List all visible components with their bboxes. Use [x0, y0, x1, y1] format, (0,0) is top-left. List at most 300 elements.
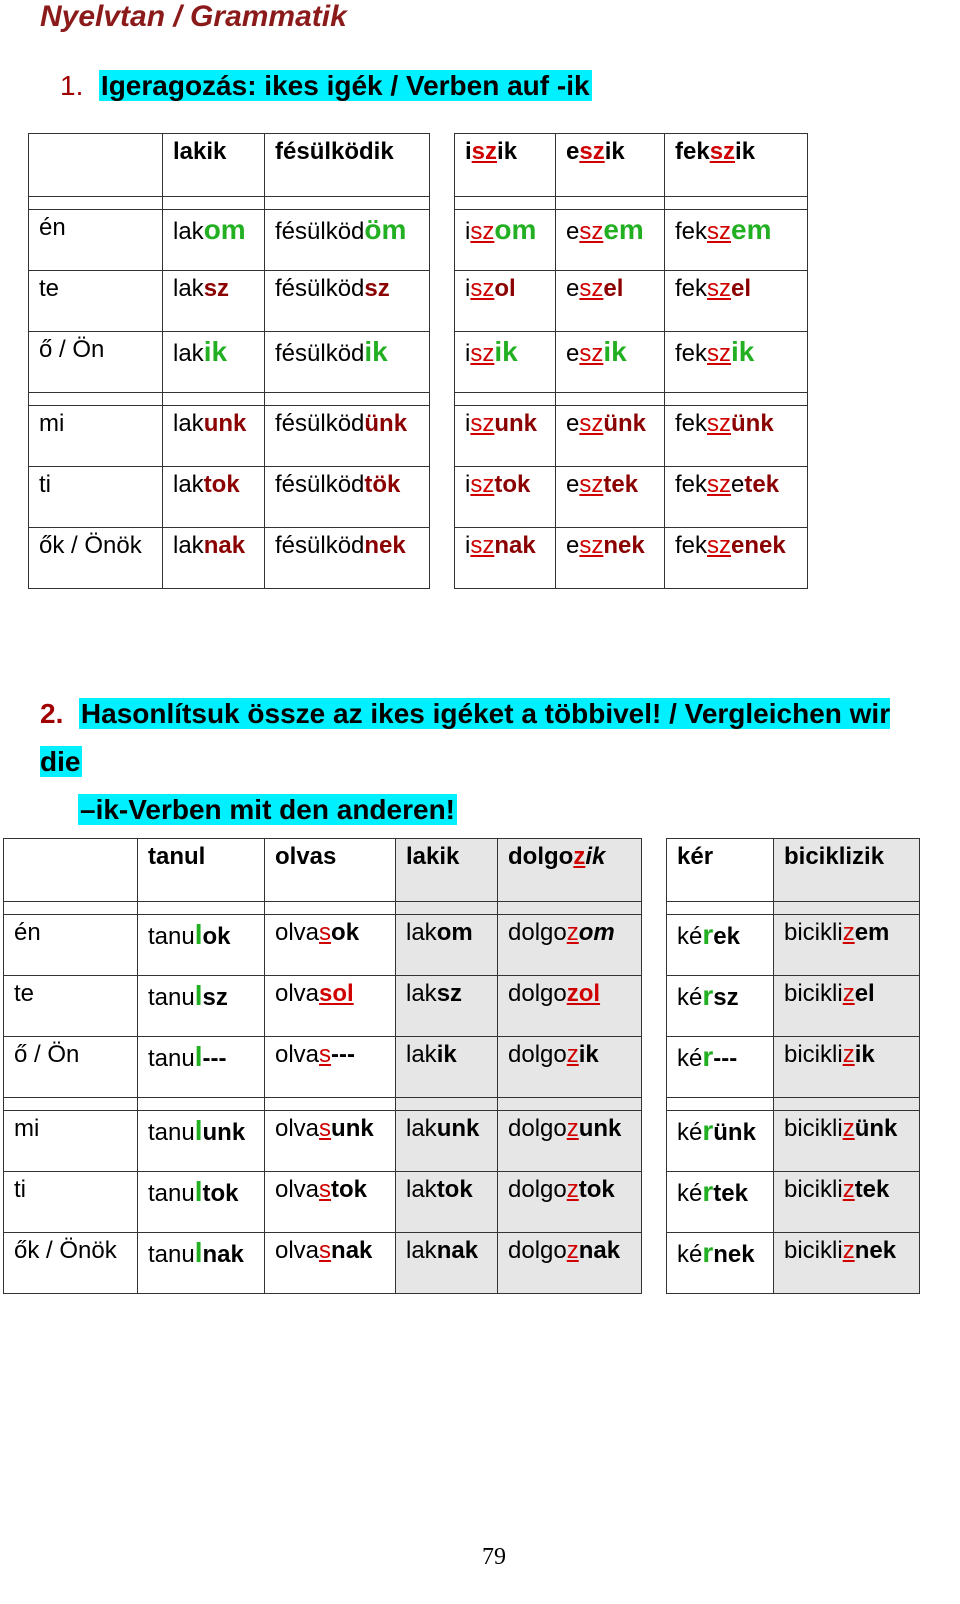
verb-form-seg: öm [364, 214, 407, 245]
verb-form-cell [265, 528, 430, 589]
verb-form-cell [265, 1111, 396, 1172]
verb-form-cell [396, 1111, 498, 1172]
verb-form-seg: nek [603, 532, 645, 559]
verb-form-seg: i [465, 471, 471, 498]
verb-form-seg: l [194, 1041, 203, 1072]
verb-form-cell [665, 467, 808, 528]
verb-form-seg: tek [744, 471, 780, 498]
verb-form-seg: r [702, 1115, 714, 1146]
verb-form-seg: r [702, 980, 714, 1011]
comparison-table-header-cell [396, 839, 498, 902]
verb-form-seg: sz [579, 275, 604, 302]
verb-form-seg: om [203, 214, 246, 245]
header-seg: ik [585, 843, 606, 870]
verb-form-seg: e [566, 532, 580, 559]
verb-form-seg: unk [331, 1115, 374, 1142]
ik-table-row [29, 528, 808, 589]
pronoun-cell: ők / Önök [4, 1233, 138, 1294]
section-2-number: 2. [40, 698, 64, 729]
verb-form-seg: z [842, 1176, 855, 1203]
pronoun-cell: mi [29, 406, 163, 467]
header-seg: dolgo [508, 843, 574, 870]
verb-form-cell [556, 332, 665, 393]
verb-form-seg: sol [319, 980, 354, 1007]
verb-form-cell [667, 1233, 774, 1294]
verb-form-seg: lak [173, 410, 204, 437]
verb-form-seg: z [842, 1041, 855, 1068]
header-seg: ik [735, 138, 756, 165]
verb-form-seg: nak [331, 1237, 373, 1264]
verb-form-seg: tek [713, 1180, 748, 1207]
column-gap [430, 134, 455, 197]
verb-form-seg: fésülköd [275, 218, 365, 245]
verb-form-seg: fésülköd [275, 471, 365, 498]
verb-form-seg: ké [677, 923, 703, 950]
verb-form-seg: bicikli [784, 919, 843, 946]
verb-form-cell [138, 1233, 265, 1294]
verb-form-cell [265, 976, 396, 1037]
verb-form-seg: tanu [148, 1241, 195, 1268]
verb-form-seg: r [702, 919, 714, 950]
verb-form-cell [265, 1172, 396, 1233]
verb-form-cell [665, 271, 808, 332]
verb-form-seg: fésülköd [275, 532, 365, 559]
verb-form-seg: lak [406, 1176, 437, 1203]
verb-form-seg: e [566, 410, 580, 437]
section-2-title-line-1: Hasonlítsuk össze az ikes igéket a többivel! / Vergleichen wir die [40, 698, 891, 777]
verb-form-seg: z [566, 1115, 579, 1142]
verb-form-cell [138, 915, 265, 976]
column-gap [642, 902, 667, 915]
ik-table-row [29, 332, 808, 393]
verb-form-seg: fek [675, 340, 708, 367]
verb-form-seg: sz [203, 275, 230, 302]
verb-form-seg: sz [713, 984, 739, 1011]
verb-form-seg: tök [364, 471, 401, 498]
verb-form-seg: l [194, 1176, 203, 1207]
verb-form-seg: sz [470, 340, 495, 367]
verb-form-seg: e [566, 340, 580, 367]
column-gap [430, 271, 455, 332]
verb-form-seg: dolgo [508, 980, 567, 1007]
verb-form-seg: tek [854, 1176, 890, 1203]
column-gap [642, 1098, 667, 1111]
verb-form-cell [667, 1037, 774, 1098]
comparison-table-row [4, 1111, 920, 1172]
verb-form-seg: ké [677, 1180, 703, 1207]
verb-form-cell [774, 976, 920, 1037]
verb-form-cell [774, 1111, 920, 1172]
verb-form-seg: ünk [731, 410, 774, 437]
verb-form-cell [396, 976, 498, 1037]
verb-form-cell [265, 210, 430, 271]
verb-form-seg: lak [406, 919, 437, 946]
pronoun-cell: te [29, 271, 163, 332]
verb-form-cell [265, 1233, 396, 1294]
verb-form-seg: om [578, 919, 615, 946]
verb-form-seg: fek [675, 218, 708, 245]
verb-form-seg: sz [707, 471, 732, 498]
verb-form-seg: unk [202, 1119, 246, 1146]
pronoun-cell: ő / Ön [29, 332, 163, 393]
header-seg: kér [677, 843, 714, 870]
verb-form-seg: ik [603, 336, 627, 367]
verb-form-cell [665, 332, 808, 393]
verb-form-cell [455, 271, 556, 332]
ik-table-row [29, 467, 808, 528]
verb-form-seg: fek [675, 471, 708, 498]
header-seg: sz [579, 138, 605, 165]
verb-form-seg: e [566, 471, 580, 498]
pronoun-cell: ti [29, 467, 163, 528]
verb-form-seg: olva [275, 1176, 320, 1203]
column-gap [430, 406, 455, 467]
spacer-row [29, 197, 808, 210]
verb-form-seg: om [436, 919, 473, 946]
header-seg: ik [604, 138, 625, 165]
pronoun-cell: ő / Ön [4, 1037, 138, 1098]
verb-form-seg: lak [173, 471, 204, 498]
verb-form-seg: lak [406, 1237, 437, 1264]
verb-form-cell [667, 976, 774, 1037]
verb-form-cell [498, 915, 642, 976]
verb-form-seg: nak [203, 532, 246, 559]
verb-form-seg: r [702, 1041, 714, 1072]
ik-table-header-cell [556, 134, 665, 197]
verb-form-seg: ké [677, 1045, 703, 1072]
verb-form-seg: el [854, 980, 875, 1007]
verb-form-cell [396, 1172, 498, 1233]
column-gap [430, 393, 455, 406]
verb-form-seg: tek [603, 471, 639, 498]
ik-table-header-cell [665, 134, 808, 197]
column-gap [642, 1037, 667, 1098]
verb-form-seg: nak [578, 1237, 621, 1264]
verb-form-seg: e [566, 275, 580, 302]
verb-form-seg: tanu [148, 923, 195, 950]
header-seg: ik [497, 138, 518, 165]
verb-form-seg: sz [470, 532, 495, 559]
verb-form-seg: em [731, 214, 772, 245]
verb-form-seg: z [842, 1237, 855, 1264]
column-gap [642, 1111, 667, 1172]
verb-form-cell [774, 1172, 920, 1233]
verb-form-cell [396, 1037, 498, 1098]
column-gap [430, 528, 455, 589]
verb-form-cell [138, 1111, 265, 1172]
verb-form-cell [163, 528, 265, 589]
verb-form-seg: tok [494, 471, 531, 498]
verb-form-seg: r [702, 1176, 714, 1207]
verb-form-seg: sz [470, 471, 495, 498]
verb-form-seg: unk [436, 1115, 480, 1142]
verb-form-cell [163, 406, 265, 467]
verb-form-seg: olva [275, 980, 320, 1007]
verb-form-seg: z [566, 1237, 579, 1264]
verb-form-cell [455, 332, 556, 393]
verb-form-seg: l [194, 1237, 203, 1268]
comparison-table-header-cell [265, 839, 396, 902]
verb-form-cell [396, 1233, 498, 1294]
verb-form-seg: sz [579, 410, 604, 437]
ik-table-header-cell [163, 134, 265, 197]
column-gap [430, 210, 455, 271]
corner-cell [29, 134, 163, 197]
verb-form-cell [163, 271, 265, 332]
spacer-row [4, 1098, 920, 1111]
pronoun-cell: ők / Önök [29, 528, 163, 589]
section-1-heading [60, 70, 592, 102]
verb-form-cell [498, 1037, 642, 1098]
conjugation-table-ik-verbs [28, 133, 808, 589]
verb-form-seg: lak [406, 1041, 437, 1068]
verb-form-seg: ik [731, 336, 755, 367]
verb-form-seg: tok [203, 471, 240, 498]
verb-form-seg: lak [173, 218, 204, 245]
comparison-table-row [4, 976, 920, 1037]
verb-form-seg: sz [707, 340, 732, 367]
verb-form-seg: el [731, 275, 752, 302]
verb-form-cell [455, 467, 556, 528]
verb-form-cell [774, 1233, 920, 1294]
verb-form-seg: nak [494, 532, 536, 559]
verb-form-seg: sz [470, 275, 495, 302]
verb-form-cell [163, 210, 265, 271]
verb-form-seg: e [731, 471, 745, 498]
verb-form-seg: nek [854, 1237, 897, 1264]
verb-form-seg: lak [406, 1115, 437, 1142]
verb-form-cell [774, 915, 920, 976]
verb-form-seg: sz [470, 218, 495, 245]
section-2-title-line-2: –ik-Verben mit den anderen! [80, 794, 455, 825]
comparison-table-header-cell [667, 839, 774, 902]
verb-form-seg: olva [275, 1237, 320, 1264]
verb-form-seg: sz [579, 532, 604, 559]
column-gap [430, 467, 455, 528]
verb-form-seg: zol [566, 980, 601, 1007]
verb-form-cell [556, 467, 665, 528]
verb-form-seg: nek [364, 532, 406, 559]
verb-form-seg: tok [202, 1180, 239, 1207]
verb-form-seg: s [319, 1115, 332, 1142]
page-number: 79 [482, 1544, 506, 1570]
column-gap [642, 1172, 667, 1233]
verb-form-seg: olva [275, 1115, 320, 1142]
corner-cell [4, 839, 138, 902]
column-gap [642, 1233, 667, 1294]
comparison-table-header-row [4, 839, 920, 902]
verb-form-cell [665, 406, 808, 467]
verb-form-seg: olva [275, 919, 320, 946]
verb-form-seg: fek [675, 532, 708, 559]
pronoun-cell: ti [4, 1172, 138, 1233]
verb-form-seg: el [603, 275, 624, 302]
verb-form-seg: ol [494, 275, 516, 302]
header-seg: z [573, 843, 586, 870]
verb-form-seg: tanu [148, 1045, 195, 1072]
pronoun-cell: én [4, 915, 138, 976]
verb-form-seg: i [465, 218, 471, 245]
verb-form-seg: nek [713, 1241, 755, 1268]
verb-form-cell [665, 210, 808, 271]
verb-form-seg: nak [202, 1241, 244, 1268]
verb-form-cell [556, 406, 665, 467]
verb-form-seg: sz [579, 340, 604, 367]
verb-form-seg: sz [707, 218, 732, 245]
verb-form-seg: r [702, 1237, 714, 1268]
verb-form-seg: unk [578, 1115, 622, 1142]
column-gap [642, 839, 667, 902]
header-seg: e [566, 138, 580, 165]
verb-form-seg: bicikli [784, 1176, 843, 1203]
ik-table-row [29, 210, 808, 271]
verb-form-seg: s [319, 1176, 332, 1203]
verb-form-cell [265, 915, 396, 976]
comparison-table-header-cell [774, 839, 920, 902]
verb-form-seg: unk [494, 410, 538, 437]
comparison-table [3, 838, 920, 1294]
verb-form-cell [455, 406, 556, 467]
comparison-table-row [4, 1233, 920, 1294]
pronoun-cell: mi [4, 1111, 138, 1172]
verb-form-seg: sz [707, 532, 732, 559]
column-gap [430, 332, 455, 393]
comparison-table-header-cell [498, 839, 642, 902]
verb-form-seg: ünk [713, 1119, 756, 1146]
verb-form-seg: sz [436, 980, 463, 1007]
verb-form-seg: bicikli [784, 1237, 843, 1264]
verb-form-seg: z [566, 1176, 579, 1203]
verb-form-seg: fek [675, 275, 708, 302]
verb-form-seg: bicikli [784, 1041, 843, 1068]
verb-form-seg: z [842, 919, 855, 946]
spacer-row [4, 902, 920, 915]
verb-form-seg: l [194, 1115, 203, 1146]
verb-form-seg: em [603, 214, 644, 245]
verb-form-seg: bicikli [784, 1115, 843, 1142]
verb-form-seg: tanu [148, 984, 195, 1011]
column-gap [642, 915, 667, 976]
column-gap [430, 197, 455, 210]
verb-form-seg: z [842, 980, 855, 1007]
verb-form-seg: lak [173, 275, 204, 302]
verb-form-seg: --- [202, 1045, 227, 1072]
verb-form-seg: sz [579, 218, 604, 245]
verb-form-seg: lak [406, 980, 437, 1007]
verb-form-seg: ik [364, 336, 388, 367]
verb-form-cell [774, 1037, 920, 1098]
header-seg: i [465, 138, 472, 165]
verb-form-seg: sz [707, 410, 732, 437]
verb-form-seg: tok [331, 1176, 368, 1203]
verb-form-seg: z [842, 1115, 855, 1142]
ik-table-row [29, 406, 808, 467]
verb-form-seg: ünk [854, 1115, 898, 1142]
verb-form-seg: fésülköd [275, 275, 365, 302]
verb-form-seg: bicikli [784, 980, 843, 1007]
verb-form-cell [265, 271, 430, 332]
header-seg: olvas [275, 843, 337, 870]
verb-form-seg: sz [202, 984, 228, 1011]
verb-form-cell [138, 1037, 265, 1098]
verb-form-seg: s [319, 1237, 332, 1264]
section-1-title: Igeragozás: ikes igék / Verben auf -ik [100, 70, 590, 101]
verb-form-seg: ik [203, 336, 228, 367]
verb-form-seg: ünk [603, 410, 647, 437]
verb-form-seg: z [566, 919, 579, 946]
verb-form-cell [667, 1172, 774, 1233]
verb-form-seg: s [319, 919, 332, 946]
verb-form-cell [455, 528, 556, 589]
header-seg: lakik [406, 843, 460, 870]
verb-form-seg: dolgo [508, 1041, 567, 1068]
verb-form-seg: --- [713, 1045, 738, 1072]
verb-form-cell [163, 467, 265, 528]
verb-form-cell [667, 1111, 774, 1172]
verb-form-seg: sz [579, 471, 604, 498]
verb-form-seg: e [566, 218, 580, 245]
section-2-heading [40, 690, 940, 834]
verb-form-seg: sz [470, 410, 495, 437]
header-seg: fek [675, 138, 710, 165]
page-title: Nyelvtan / Grammatik [40, 0, 347, 33]
verb-form-seg: nak [436, 1237, 479, 1264]
header-seg: biciklizik [784, 843, 885, 870]
section-1-number: 1. [60, 70, 84, 101]
verb-form-seg: s [319, 1041, 332, 1068]
verb-form-seg: ik [494, 336, 518, 367]
comparison-table-row [4, 915, 920, 976]
ik-table-header-cell [265, 134, 430, 197]
ik-table-header-cell [455, 134, 556, 197]
verb-form-seg: i [465, 532, 471, 559]
verb-form-cell [498, 976, 642, 1037]
verb-form-cell [498, 1233, 642, 1294]
verb-form-cell [556, 528, 665, 589]
header-seg: lakik [173, 138, 227, 165]
verb-form-seg: ké [677, 1119, 703, 1146]
verb-form-seg: l [194, 980, 203, 1011]
verb-form-seg: tok [436, 1176, 473, 1203]
verb-form-seg: fésülköd [275, 410, 365, 437]
verb-form-seg: lak [173, 340, 204, 367]
verb-form-seg: fek [675, 410, 708, 437]
verb-form-cell [163, 332, 265, 393]
ik-table-row [29, 271, 808, 332]
verb-form-seg: sz [364, 275, 390, 302]
verb-form-cell [455, 210, 556, 271]
header-seg: tanul [148, 843, 206, 870]
verb-form-seg: tok [578, 1176, 615, 1203]
verb-form-seg: i [465, 410, 471, 437]
spacer-row [29, 393, 808, 406]
verb-form-seg: olva [275, 1041, 320, 1068]
comparison-table-row [4, 1037, 920, 1098]
verb-form-seg: enek [731, 532, 786, 559]
verb-form-seg: tanu [148, 1180, 195, 1207]
verb-form-cell [665, 528, 808, 589]
verb-form-cell [265, 332, 430, 393]
verb-form-cell [556, 271, 665, 332]
verb-form-seg: i [465, 275, 471, 302]
comparison-table-row [4, 1172, 920, 1233]
pronoun-cell: én [29, 210, 163, 271]
verb-form-cell [498, 1111, 642, 1172]
verb-form-seg: lak [173, 532, 204, 559]
verb-form-cell [138, 976, 265, 1037]
verb-form-seg: ünk [364, 410, 408, 437]
verb-form-seg: i [465, 340, 471, 367]
